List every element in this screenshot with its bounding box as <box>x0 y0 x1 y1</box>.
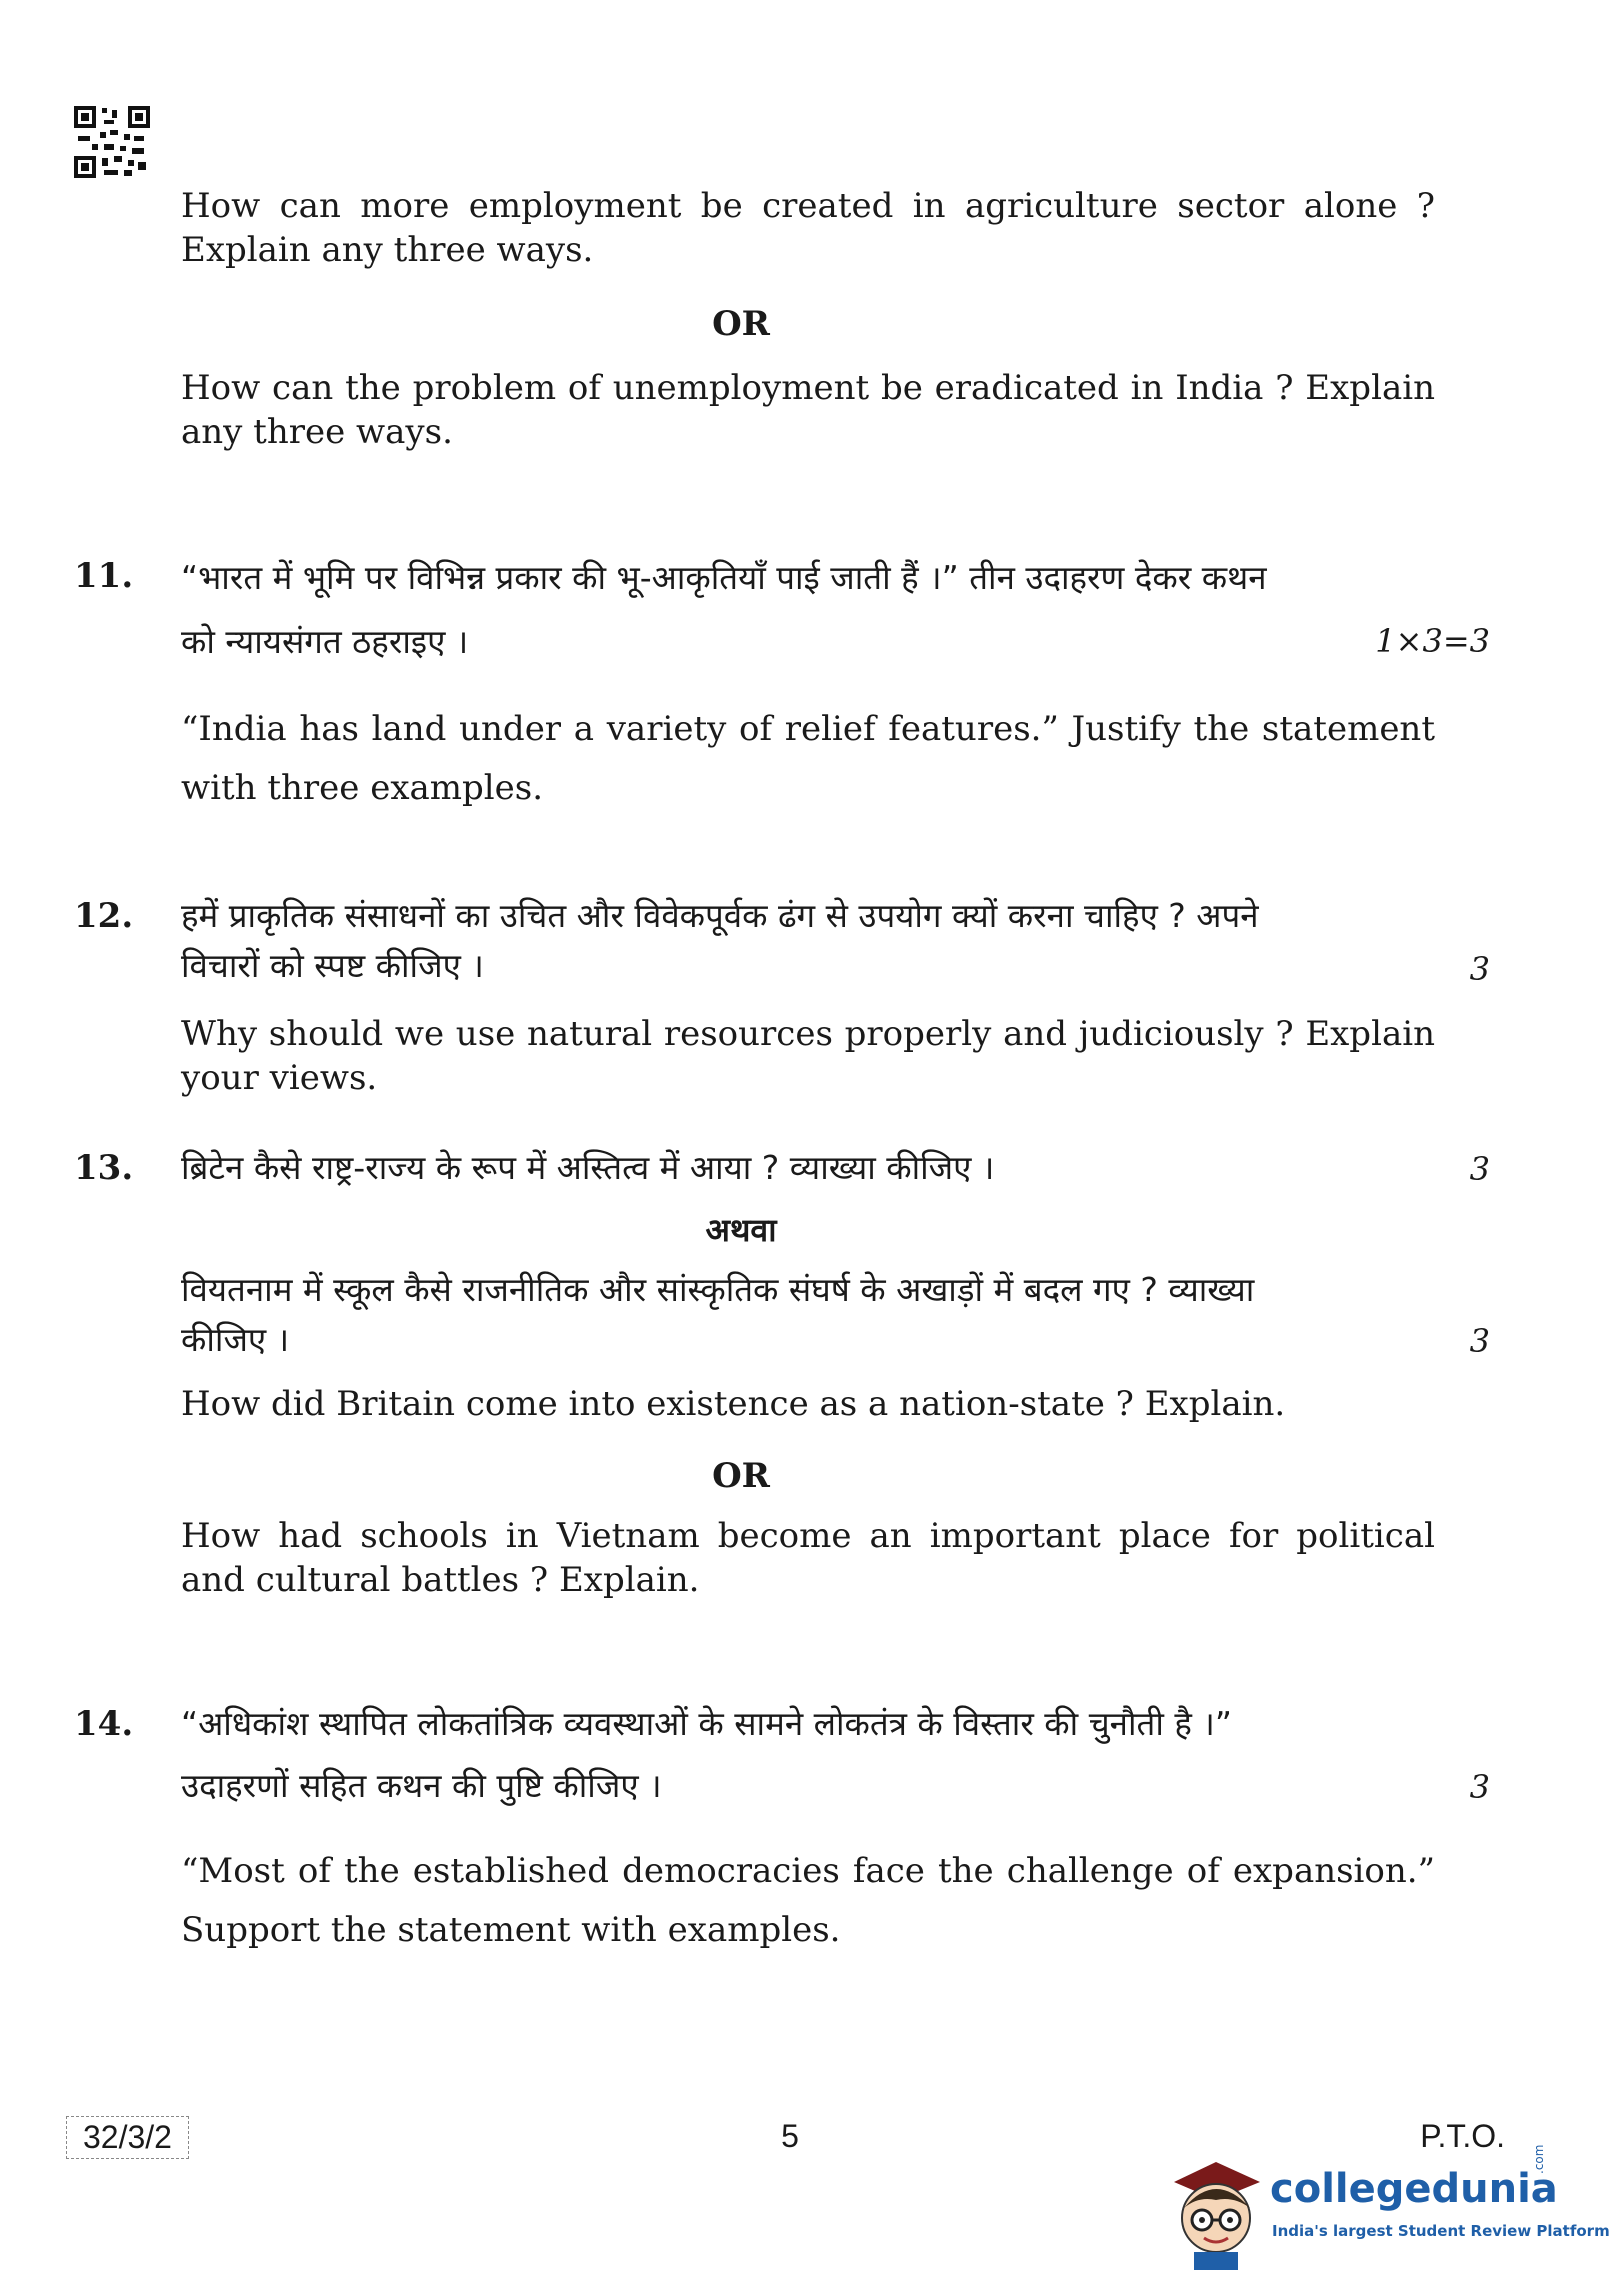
q12-hi-line2: विचारों को स्पष्ट कीजिए । <box>181 946 484 985</box>
brand-tagline: India's largest Student Review Platform <box>1272 2222 1610 2240</box>
q13-marks-alt: 3 <box>1469 1322 1490 1360</box>
q10-en-alt: How can the problem of unemployment be eradicated in India ? Explain any three ways. <box>181 368 1435 452</box>
pto-label: P.T.O. <box>1420 2118 1505 2154</box>
q13-en-main: How did Britain come into existence as a nation-state ? Explain. <box>181 1384 1286 1424</box>
q13-hi-main: ब्रिटेन कैसे राष्ट्र-राज्य के रूप में अस्तित्व में आया ? व्याख्या कीजिए । <box>181 1148 995 1187</box>
mascot-logo-icon <box>1164 2152 1266 2272</box>
brand-dotcom: .com <box>1532 2144 1546 2174</box>
q12-marks: 3 <box>1469 950 1490 988</box>
q10-en-main: How can more employment be created in agriculture sector alone ? Explain any three ways. <box>181 186 1435 270</box>
q14-en: “Most of the established democracies face the challenge of expansion.” Support the statement with examples. <box>181 1851 1435 1950</box>
q13-hi-alt-line1: वियतनाम में स्कूल कैसे राजनीतिक और सांस्कृतिक संघर्ष के अखाड़ों में बदल गए ? व्याख्या <box>181 1270 1255 1309</box>
q13-number: 13. <box>74 1148 134 1188</box>
q12-en: Why should we use natural resources properly and judiciously ? Explain your views. <box>181 1014 1435 1098</box>
page-number: 5 <box>781 2118 799 2154</box>
q13-or-label: OR <box>712 1456 770 1496</box>
q12-number: 12. <box>74 896 134 936</box>
q14-number: 14. <box>74 1704 134 1744</box>
q11-marks: 1×3=3 <box>1375 622 1490 660</box>
q11-hi-line2: को न्यायसंगत ठहराइए । <box>181 622 469 661</box>
q12-hi-line1: हमें प्राकृतिक संसाधनों का उचित और विवेकपूर्वक ढंग से उपयोग क्यों करना चाहिए ? अपने <box>181 896 1259 935</box>
q14-hi-line2: उदाहरणों सहित कथन की पुष्टि कीजिए । <box>181 1766 662 1805</box>
q11-en: “India has land under a variety of relief features.” Justify the statement with three examples. <box>181 709 1435 808</box>
q13-hi-alt-line2: कीजिए । <box>181 1320 290 1359</box>
q11-number: 11. <box>74 556 134 596</box>
q11-hi-line1: “भारत में भूमि पर विभिन्न प्रकार की भू-आकृतियाँ पाई जाती हैं ।” तीन उदाहरण देकर कथन <box>181 558 1267 597</box>
brand-name: collegedunia <box>1270 2166 1558 2212</box>
q13-en-alt: How had schools in Vietnam become an important place for political and cultural battles ? Explain. <box>181 1516 1435 1600</box>
q10-or-label: OR <box>712 304 770 344</box>
q13-marks-main: 3 <box>1469 1150 1490 1188</box>
q14-hi-line1: “अधिकांश स्थापित लोकतांत्रिक व्यवस्थाओं के सामने लोकतंत्र के विस्तार की चुनौती है ।” <box>181 1704 1232 1743</box>
qr-code <box>74 106 150 178</box>
paper-code: 32/3/2 <box>66 2116 189 2159</box>
q13-or-hi-label: अथवा <box>705 1211 777 1249</box>
q14-marks: 3 <box>1469 1768 1490 1806</box>
